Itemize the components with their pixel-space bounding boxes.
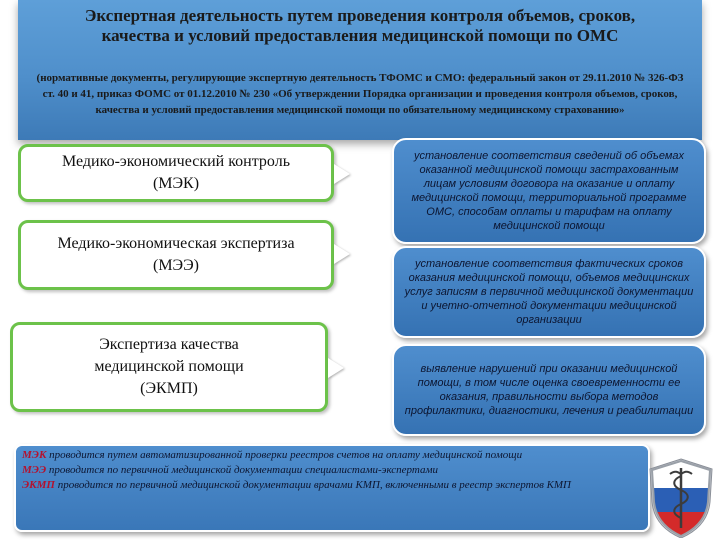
mek-title: Медико-экономический контроль xyxy=(62,153,290,170)
page-title xyxy=(18,6,702,46)
mek-description xyxy=(392,138,706,244)
title-line-1: Экспертная деятельность путем проведения контроля объемов, сроков, xyxy=(84,6,636,25)
footer-note-mek xyxy=(22,448,642,463)
arrow-right-icon xyxy=(334,164,350,184)
footer-text-ekmp: проводится по первичной медицинской документации врачами КМП, включенными в реестр экспертов КМП xyxy=(54,479,572,491)
mek-abbr: (МЭК) xyxy=(152,175,200,192)
arrow-right-icon xyxy=(334,244,350,264)
mek-box xyxy=(18,144,334,202)
arrow-right-icon xyxy=(328,358,344,378)
footer-note-ekmp xyxy=(22,478,642,493)
ekmp-description-text: выявление нарушений при оказании медицинской помощи, в том числе оценка своевременности ее оказания, правильности выбора методов профилактики, диагностики, лечения и реабилитации xyxy=(404,363,694,417)
footer-abbr-mek: МЭК xyxy=(22,449,47,461)
footer-notes xyxy=(14,444,650,532)
ekmp-abbr: (ЭКМП) xyxy=(140,380,198,397)
footer-text-mek: проводится путем автоматизированной проверки реестров счетов на оплату медицинской помощи xyxy=(46,449,523,461)
ekmp-title-1: Экспертиза качества xyxy=(99,336,239,353)
mee-description-text: установление соответствия фактических сроков оказания медицинской помощи, объемов медицинских услуг записям в первичной медицинской документации и учетно-отчетной документации медицинской организации xyxy=(404,258,694,326)
mee-description xyxy=(392,246,706,338)
title-line-2: качества и условий предоставления медицинской помощи по ОМС xyxy=(101,26,619,45)
footer-note-mee xyxy=(22,463,642,478)
mee-title: Медико-экономическая экспертиза xyxy=(57,235,295,252)
mee-box xyxy=(18,220,334,290)
mee-abbr: (МЭЭ) xyxy=(152,257,199,274)
footer-abbr-ekmp: ЭКМП xyxy=(22,479,55,491)
footer-abbr-mee: МЭЭ xyxy=(22,464,47,476)
header-banner xyxy=(18,0,702,140)
footer-text-mee: проводится по первичной медицинской документации специалистами-экспертами xyxy=(46,464,438,476)
ekmp-title-2: медицинской помощи xyxy=(94,358,244,375)
regulatory-note: (нормативные документы, регулирующие экспертную деятельность ТФОМС и СМО: федеральный закон от 29.11.2010 № 326-ФЗ ст. 40 и 41, приказ ФОМС от 01.12.2010 № 230 «Об утверждении Порядка организации и проведения контроля объемов, сроков, качества и условий предоставления медицинской помощи по обязательному медицинскому страхованию» xyxy=(36,72,684,116)
ekmp-description xyxy=(392,344,706,436)
shield-caduceus-icon xyxy=(648,458,714,538)
ekmp-box xyxy=(10,322,328,412)
mek-description-text: установление соответствия сведений об объемах оказанной медицинской помощи застрахованным лицам условиям договора на оказание и оплату медицинской помощи, территориальной программе ОМС, способам оплаты и тарифам на оплату медицинской помощи xyxy=(411,150,687,232)
